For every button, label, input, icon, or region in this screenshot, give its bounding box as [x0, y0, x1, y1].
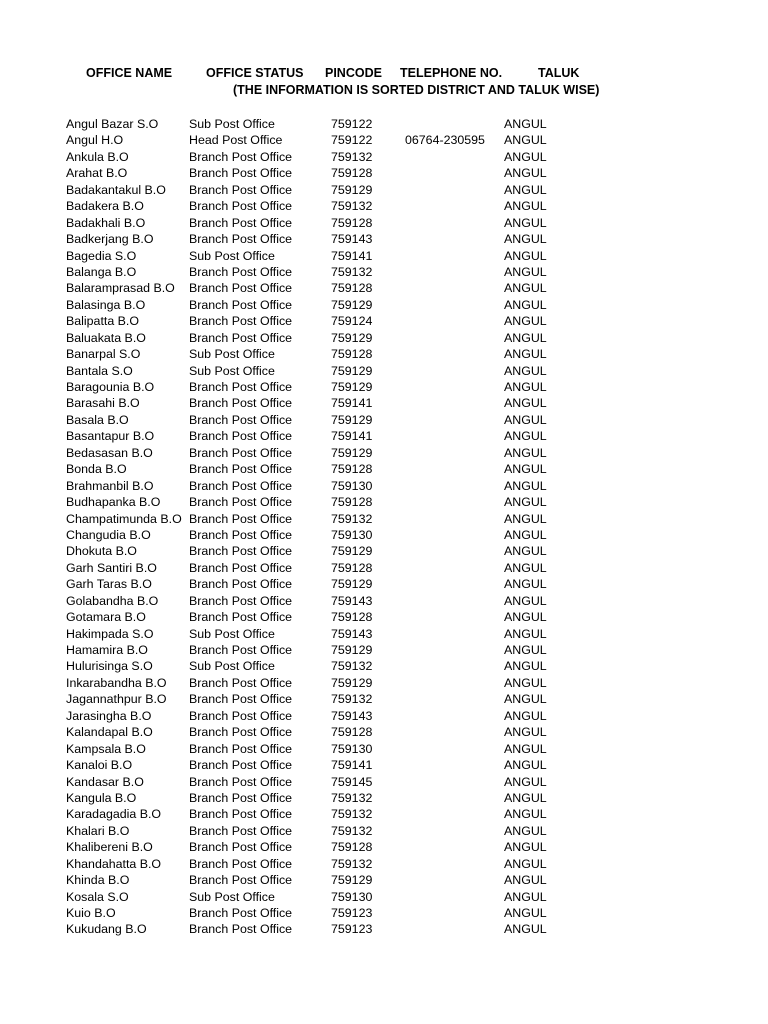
office-status-cell: Branch Post Office	[189, 445, 293, 460]
taluk-cell: ANGUL	[504, 675, 547, 690]
office-status-cell: Branch Post Office	[189, 264, 293, 279]
office-name-cell: Angul Bazar S.O	[66, 117, 159, 131]
taluk-cell: ANGUL	[504, 412, 547, 427]
office-status-cell: Branch Post Office	[189, 610, 293, 625]
office-status-cell: Branch Post Office	[189, 774, 293, 789]
office-name-cell: Ankula B.O	[66, 149, 129, 164]
pincode-cell: 759130	[331, 478, 373, 493]
taluk-cell: ANGUL	[504, 429, 547, 444]
office-status-cell: Branch Post Office	[189, 478, 293, 493]
office-name-cell: Balasinga B.O	[66, 297, 146, 312]
taluk-cell: ANGUL	[504, 215, 547, 230]
office-status-cell: Sub Post Office	[189, 363, 275, 378]
pincode-cell: 759130	[331, 527, 373, 542]
pincode-cell: 759141	[331, 396, 373, 411]
taluk-cell: ANGUL	[504, 922, 547, 937]
table-row	[0, 823, 768, 839]
office-name-cell: Kukudang B.O	[66, 922, 147, 937]
pincode-cell: 759129	[331, 873, 373, 888]
table-row	[0, 297, 768, 313]
taluk-cell: ANGUL	[504, 478, 547, 493]
pincode-cell: 759132	[331, 199, 373, 214]
pincode-cell: 759128	[331, 610, 373, 625]
taluk-cell: ANGUL	[504, 149, 547, 164]
pincode-cell: 759141	[331, 429, 373, 444]
office-name-cell: Jagannathpur B.O	[66, 692, 167, 707]
table-row	[0, 511, 768, 527]
office-status-cell: Branch Post Office	[189, 215, 293, 230]
office-status-cell: Sub Post Office	[189, 659, 275, 674]
office-name-cell: Hakimpada S.O	[66, 626, 154, 641]
office-name-cell: Basantapur B.O	[66, 429, 155, 444]
taluk-cell: ANGUL	[504, 182, 547, 197]
pincode-cell: 759129	[331, 297, 373, 312]
table-row	[0, 116, 768, 132]
table-row	[0, 757, 768, 773]
sort-note: (THE INFORMATION IS SORTED DISTRICT AND TALUK WISE)	[233, 83, 600, 97]
table-row	[0, 280, 768, 296]
pincode-cell: 759128	[331, 166, 373, 181]
office-status-cell: Branch Post Office	[189, 741, 293, 756]
office-status-cell: Sub Post Office	[189, 889, 275, 904]
table-row	[0, 494, 768, 510]
taluk-cell: ANGUL	[504, 117, 547, 131]
table-row	[0, 806, 768, 822]
taluk-cell: ANGUL	[504, 807, 547, 822]
office-name-cell: Badkerjang B.O	[66, 232, 154, 247]
pincode-cell: 759132	[331, 823, 373, 838]
table-row	[0, 182, 768, 198]
table-row	[0, 724, 768, 740]
table-row	[0, 313, 768, 329]
pincode-cell: 759129	[331, 544, 373, 559]
pincode-cell: 759128	[331, 281, 373, 296]
office-status-cell: Branch Post Office	[189, 330, 293, 345]
table-row	[0, 330, 768, 346]
pincode-cell: 759143	[331, 708, 373, 723]
pincode-cell: 759129	[331, 363, 373, 378]
office-name-cell: Hulurisinga S.O	[66, 659, 153, 674]
taluk-cell: ANGUL	[504, 330, 547, 345]
office-name-cell: Gotamara B.O	[66, 610, 146, 625]
pincode-cell: 759130	[331, 741, 373, 756]
pincode-cell: 759128	[331, 462, 373, 477]
taluk-cell: ANGUL	[504, 445, 547, 460]
pincode-cell: 759132	[331, 511, 373, 526]
taluk-cell: ANGUL	[504, 544, 547, 559]
office-name-cell: Badakantakul B.O	[66, 182, 166, 197]
taluk-cell: ANGUL	[504, 133, 547, 148]
office-name-cell: Badakhali B.O	[66, 215, 146, 230]
office-status-cell: Branch Post Office	[189, 511, 293, 526]
office-status-cell: Branch Post Office	[189, 840, 293, 855]
pincode-cell: 759124	[331, 314, 373, 329]
office-name-cell: Badakera B.O	[66, 199, 144, 214]
table-row	[0, 741, 768, 757]
table-row	[0, 478, 768, 494]
taluk-cell: ANGUL	[504, 840, 547, 855]
office-name-cell: Banarpal S.O	[66, 347, 141, 362]
pincode-cell: 759128	[331, 347, 373, 362]
taluk-cell: ANGUL	[504, 380, 547, 394]
table-row	[0, 790, 768, 806]
pincode-cell: 759123	[331, 906, 373, 920]
office-status-cell: Sub Post Office	[189, 347, 275, 362]
taluk-cell: ANGUL	[504, 626, 547, 641]
office-status-cell: Branch Post Office	[189, 281, 293, 296]
pincode-cell: 759129	[331, 675, 373, 690]
office-name-cell: Angul H.O	[66, 133, 124, 148]
office-status-cell: Branch Post Office	[189, 906, 293, 920]
office-status-cell: Branch Post Office	[189, 593, 293, 608]
table-row	[0, 527, 768, 543]
pincode-cell: 759129	[331, 643, 373, 657]
office-name-cell: Champatimunda B.O	[66, 511, 182, 526]
taluk-cell: ANGUL	[504, 248, 547, 263]
office-name-cell: Kuio B.O	[66, 906, 116, 920]
office-name-cell: Brahmanbil B.O	[66, 478, 154, 493]
office-status-cell: Branch Post Office	[189, 856, 293, 871]
pincode-cell: 759143	[331, 232, 373, 247]
table-row	[0, 428, 768, 444]
pincode-cell: 759129	[331, 380, 373, 394]
office-status-cell: Sub Post Office	[189, 626, 275, 641]
table-row	[0, 445, 768, 461]
pincode-cell: 759143	[331, 593, 373, 608]
taluk-cell: ANGUL	[504, 659, 547, 674]
table-row	[0, 576, 768, 592]
pincode-cell: 759132	[331, 692, 373, 707]
taluk-cell: ANGUL	[504, 774, 547, 789]
table-row	[0, 543, 768, 559]
office-name-cell: Basala B.O	[66, 412, 129, 427]
office-name-cell: Inkarabandha B.O	[66, 675, 167, 690]
office-status-cell: Branch Post Office	[189, 527, 293, 542]
office-status-cell: Branch Post Office	[189, 297, 293, 312]
table-row	[0, 215, 768, 231]
pincode-cell: 759132	[331, 807, 373, 822]
pincode-cell: 759122	[331, 117, 373, 131]
taluk-cell: ANGUL	[504, 462, 547, 477]
taluk-cell: ANGUL	[504, 610, 547, 625]
pincode-cell: 759129	[331, 445, 373, 460]
taluk-cell: ANGUL	[504, 396, 547, 411]
pincode-cell: 759122	[331, 133, 373, 148]
pincode-cell: 759123	[331, 922, 373, 937]
office-name-cell: Karadagadia B.O	[66, 807, 162, 822]
table-row	[0, 774, 768, 790]
taluk-cell: ANGUL	[504, 199, 547, 214]
table-row	[0, 560, 768, 576]
office-name-cell: Bantala S.O	[66, 363, 133, 378]
office-status-cell: Sub Post Office	[189, 248, 275, 263]
office-status-cell: Branch Post Office	[189, 873, 293, 888]
office-name-cell: Golabandha B.O	[66, 593, 159, 608]
pincode-cell: 759129	[331, 330, 373, 345]
office-name-cell: Budhapanka B.O	[66, 495, 161, 510]
office-status-cell: Branch Post Office	[189, 577, 293, 592]
office-status-cell: Branch Post Office	[189, 758, 293, 773]
table-row	[0, 642, 768, 658]
pincode-cell: 759130	[331, 889, 373, 904]
office-status-cell: Branch Post Office	[189, 412, 293, 427]
office-status-cell: Branch Post Office	[189, 429, 293, 444]
taluk-cell: ANGUL	[504, 363, 547, 378]
office-status-cell: Branch Post Office	[189, 643, 293, 657]
pincode-cell: 759132	[331, 856, 373, 871]
pincode-cell: 759128	[331, 840, 373, 855]
taluk-cell: ANGUL	[504, 708, 547, 723]
office-name-cell: Garh Santiri B.O	[66, 560, 157, 575]
office-name-cell: Hamamira B.O	[66, 643, 148, 657]
pincode-cell: 759128	[331, 725, 373, 740]
office-name-cell: Balanga B.O	[66, 264, 137, 279]
office-status-cell: Branch Post Office	[189, 560, 293, 575]
office-status-cell: Branch Post Office	[189, 692, 293, 707]
table-row	[0, 921, 768, 937]
taluk-cell: ANGUL	[504, 314, 547, 329]
taluk-cell: ANGUL	[504, 495, 547, 510]
taluk-cell: ANGUL	[504, 725, 547, 740]
pincode-cell: 759132	[331, 790, 373, 805]
taluk-cell: ANGUL	[504, 593, 547, 608]
taluk-cell: ANGUL	[504, 873, 547, 888]
taluk-cell: ANGUL	[504, 560, 547, 575]
office-name-cell: Arahat B.O	[66, 166, 128, 181]
pincode-cell: 759128	[331, 215, 373, 230]
table-row	[0, 708, 768, 724]
office-name-cell: Dhokuta B.O	[66, 544, 137, 559]
table-row	[0, 839, 768, 855]
header-office-name: OFFICE NAME	[86, 66, 173, 80]
taluk-cell: ANGUL	[504, 692, 547, 707]
office-status-cell: Branch Post Office	[189, 199, 293, 214]
header-office-status: OFFICE STATUS	[206, 66, 304, 80]
office-name-cell: Kandasar B.O	[66, 774, 144, 789]
taluk-cell: ANGUL	[504, 823, 547, 838]
taluk-cell: ANGUL	[504, 577, 547, 592]
office-name-cell: Bonda B.O	[66, 462, 127, 477]
office-name-cell: Kosala S.O	[66, 889, 129, 904]
taluk-cell: ANGUL	[504, 906, 547, 920]
pincode-cell: 759141	[331, 248, 373, 263]
table-row	[0, 264, 768, 280]
pincode-cell: 759132	[331, 149, 373, 164]
taluk-cell: ANGUL	[504, 758, 547, 773]
table-row	[0, 231, 768, 247]
table-row	[0, 198, 768, 214]
office-name-cell: Kangula B.O	[66, 790, 137, 805]
office-name-cell: Kampsala B.O	[66, 741, 146, 756]
table-row	[0, 658, 768, 674]
table-row	[0, 691, 768, 707]
office-status-cell: Branch Post Office	[189, 544, 293, 559]
office-status-cell: Branch Post Office	[189, 823, 293, 838]
table-row	[0, 856, 768, 872]
table-row	[0, 149, 768, 165]
pincode-cell: 759132	[331, 264, 373, 279]
taluk-cell: ANGUL	[504, 643, 547, 657]
taluk-cell: ANGUL	[504, 166, 547, 181]
header-taluk: TALUK	[538, 66, 580, 80]
office-name-cell: Khalibereni B.O	[66, 840, 153, 855]
office-name-cell: Bedasasan B.O	[66, 445, 153, 460]
office-name-cell: Baragounia B.O	[66, 380, 155, 394]
taluk-cell: ANGUL	[504, 232, 547, 247]
table-row	[0, 626, 768, 642]
table-row	[0, 905, 768, 921]
office-name-cell: Khinda B.O	[66, 873, 130, 888]
taluk-cell: ANGUL	[504, 297, 547, 312]
office-status-cell: Branch Post Office	[189, 462, 293, 477]
taluk-cell: ANGUL	[504, 527, 547, 542]
table-row	[0, 363, 768, 379]
taluk-cell: ANGUL	[504, 741, 547, 756]
office-name-cell: Khandahatta B.O	[66, 856, 162, 871]
pincode-cell: 759128	[331, 495, 373, 510]
pincode-cell: 759143	[331, 626, 373, 641]
office-name-cell: Barasahi B.O	[66, 396, 140, 411]
office-status-cell: Branch Post Office	[189, 380, 293, 394]
office-name-cell: Khalari B.O	[66, 823, 130, 838]
office-status-cell: Branch Post Office	[189, 790, 293, 805]
table-row	[0, 165, 768, 181]
office-name-cell: Baluakata B.O	[66, 330, 146, 345]
office-name-cell: Kalandapal B.O	[66, 725, 153, 740]
pincode-cell: 759128	[331, 560, 373, 575]
office-name-cell: Garh Taras B.O	[66, 577, 152, 592]
taluk-cell: ANGUL	[504, 856, 547, 871]
table-row	[0, 248, 768, 264]
table-row	[0, 412, 768, 428]
taluk-cell: ANGUL	[504, 264, 547, 279]
table-row	[0, 346, 768, 362]
office-list	[0, 116, 768, 938]
taluk-cell: ANGUL	[504, 281, 547, 296]
office-status-cell: Branch Post Office	[189, 725, 293, 740]
header-telephone: TELEPHONE NO.	[400, 66, 503, 80]
office-status-cell: Branch Post Office	[189, 708, 293, 723]
office-status-cell: Branch Post Office	[189, 922, 293, 937]
office-status-cell: Branch Post Office	[189, 675, 293, 690]
table-row	[0, 609, 768, 625]
table-row	[0, 395, 768, 411]
office-name-cell: Changudia B.O	[66, 527, 151, 542]
telephone-cell: 06764-230595	[405, 133, 485, 148]
table-row	[0, 889, 768, 905]
table-row	[0, 593, 768, 609]
taluk-cell: ANGUL	[504, 790, 547, 805]
pincode-cell: 759129	[331, 577, 373, 592]
office-name-cell: Balaramprasad B.O	[66, 281, 175, 296]
table-row	[0, 132, 768, 148]
table-row	[0, 461, 768, 477]
table-row	[0, 675, 768, 691]
office-status-cell: Branch Post Office	[189, 166, 293, 181]
office-name-cell: Jarasingha B.O	[66, 708, 152, 723]
table-row	[0, 872, 768, 888]
taluk-cell: ANGUL	[504, 889, 547, 904]
header-pincode: PINCODE	[325, 66, 382, 80]
office-status-cell: Branch Post Office	[189, 495, 293, 510]
pincode-cell: 759145	[331, 774, 373, 789]
pincode-cell: 759129	[331, 412, 373, 427]
office-status-cell: Branch Post Office	[189, 807, 293, 822]
taluk-cell: ANGUL	[504, 511, 547, 526]
office-status-cell: Branch Post Office	[189, 314, 293, 329]
table-row	[0, 379, 768, 395]
office-status-cell: Branch Post Office	[189, 396, 293, 411]
office-status-cell: Branch Post Office	[189, 149, 293, 164]
pincode-cell: 759141	[331, 758, 373, 773]
office-status-cell: Sub Post Office	[189, 117, 275, 131]
office-name-cell: Balipatta B.O	[66, 314, 140, 329]
office-status-cell: Branch Post Office	[189, 182, 293, 197]
office-name-cell: Kanaloi B.O	[66, 758, 133, 773]
office-status-cell: Head Post Office	[189, 133, 283, 148]
office-status-cell: Branch Post Office	[189, 232, 293, 247]
office-name-cell: Bagedia S.O	[66, 248, 137, 263]
pincode-cell: 759132	[331, 659, 373, 674]
pincode-cell: 759129	[331, 182, 373, 197]
taluk-cell: ANGUL	[504, 347, 547, 362]
